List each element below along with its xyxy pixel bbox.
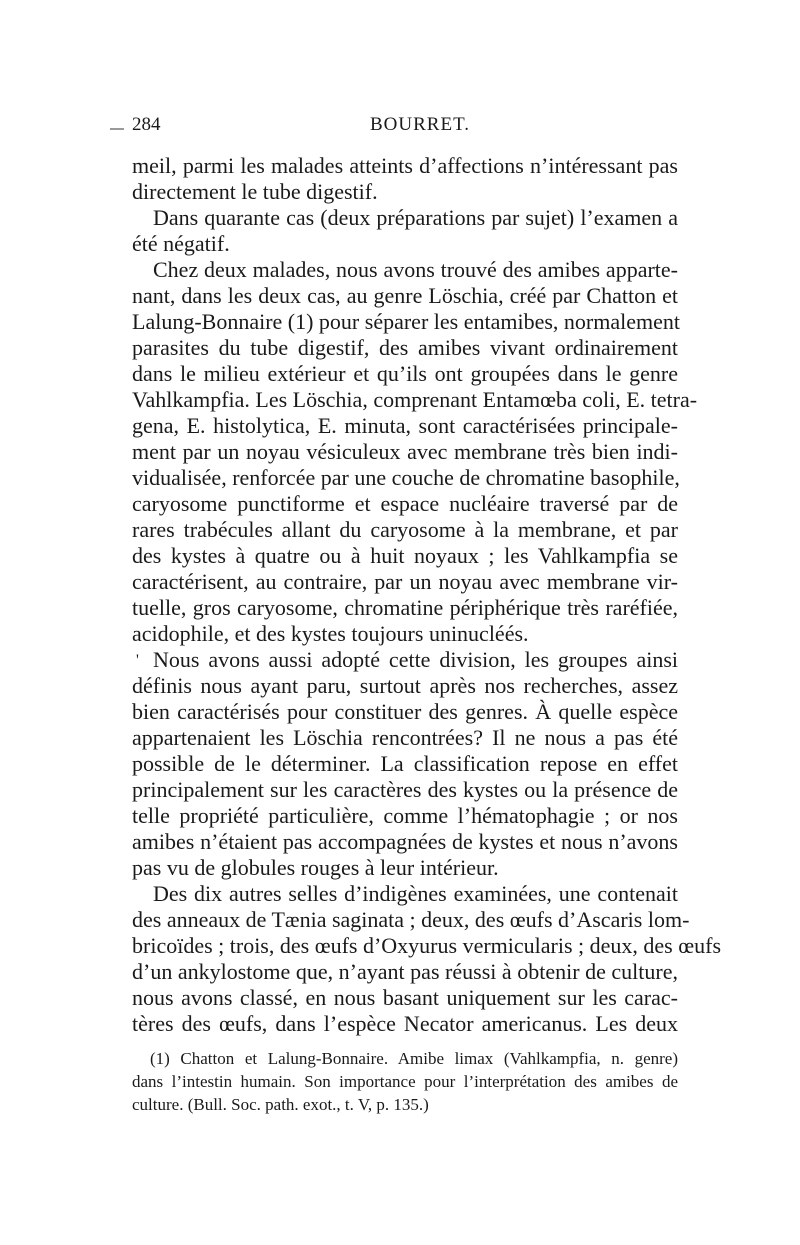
body-line: telle propriété particulière, comme l’hématophagie ; or nos [132,803,678,828]
body-line: bien caractérisés pour constituer des genres. À quelle espèce [132,699,678,724]
body-line: meil, parmi les malades atteints d’affections n’intéressant pas [132,153,678,178]
page-number: 284 [132,114,161,135]
body-line: dans le milieu extérieur et qu’ils ont groupées dans le genre [132,361,678,386]
body-line: tuelle, gros caryosome, chromatine périphérique très raréfiée, [132,595,678,620]
body-line: parasites du tube digestif, des amibes vivant ordinairement [132,335,678,360]
body-line: d’un ankylostome que, n’ayant pas réussi à obtenir de culture, [132,959,678,984]
footnote-line: (1) Chatton et Lalung-Bonnaire. Amibe limax (Vahlkampfia, n. genre) [150,1049,678,1068]
body-line: tères des œufs, dans l’espèce Necator americanus. Les deux [132,1011,678,1036]
body-line: pas vu de globules rouges à leur intérieur. [132,855,499,880]
footnote-line: culture. (Bull. Soc. path. exot., t. V, p. 135.) [132,1095,429,1114]
footnote-line: dans l’intestin humain. Son importance pour l’interprétation des amibes de [132,1072,678,1091]
body-line: caryosome punctiforme et espace nucléaire traversé par de [132,491,678,516]
body-line: gena, E. histolytica, E. minuta, sont caractérisées principale- [132,413,678,438]
body-line: ment par un noyau vésiculeux avec membrane très bien indi- [132,439,678,464]
paragraph-mark: ' [136,652,139,669]
body-line: caractérisent, au contraire, par un noyau avec membrane vir- [132,569,678,594]
body-line: acidophile, et des kystes toujours uninucléés. [132,621,529,646]
body-line: Chez deux malades, nous avons trouvé des amibes apparte- [153,257,678,282]
body-line: nant, dans les deux cas, au genre Löschia, créé par Chatton et [132,283,678,308]
body-line: possible de le déterminer. La classification repose en effet [132,751,678,776]
body-line: des anneaux de Tænia saginata ; deux, des œufs d’Ascaris lom- [132,907,690,932]
body-line: définis nous ayant paru, surtout après nos recherches, assez [132,673,678,698]
body-line: principalement sur les caractères des kystes ou la présence de [132,777,678,802]
body-line: des kystes à quatre ou à huit noyaux ; les Vahlkampfia se [132,543,678,568]
body-line: Nous avons aussi adopté cette division, les groupes ainsi [153,647,678,672]
margin-mark [110,128,124,130]
body-line: Des dix autres selles d’indigènes examinées, une contenait [153,881,678,906]
body-line: Vahlkampfia. Les Löschia, comprenant Entamœba coli, E. tetra- [132,387,698,412]
running-title: BOURRET. [370,114,471,135]
body-line: Lalung-Bonnaire (1) pour séparer les entamibes, normalement [132,309,680,334]
body-line: vidualisée, renforcée par une couche de chromatine basophile, [132,465,680,490]
body-line: nous avons classé, en nous basant uniquement sur les carac- [132,985,678,1010]
running-head [132,114,672,138]
body-line: été négatif. [132,231,230,256]
body-line: rares trabécules allant du caryosome à la membrane, et par [132,517,678,542]
body-line: amibes n’étaient pas accompagnées de kystes et nous n’avons [132,829,678,854]
body-line: Dans quarante cas (deux préparations par sujet) l’examen a [153,205,678,230]
body-line: bricoïdes ; trois, des œufs d’Oxyurus vermicularis ; deux, des œufs [132,933,722,958]
body-line: appartenaient les Löschia rencontrées? Il ne nous a pas été [132,725,678,750]
body-line: directement le tube digestif. [132,179,378,204]
